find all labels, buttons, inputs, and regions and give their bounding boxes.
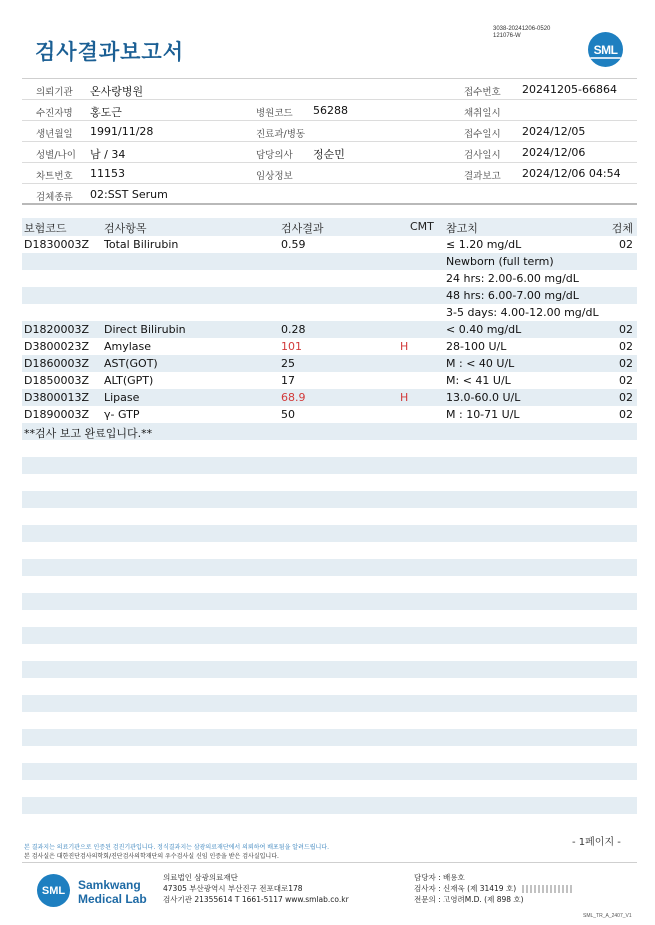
cell-code: D1890003Z [24, 408, 89, 421]
cell-specimen: 02 [619, 323, 633, 336]
cell-ref: 48 hrs: 6.00-7.00 mg/dL [446, 289, 579, 302]
cell-ref: M: < 41 U/L [446, 374, 511, 387]
info-label: 의뢰기관 [36, 87, 73, 98]
cell-code: D1820003Z [24, 323, 89, 336]
cell-ref: Newborn (full term) [446, 255, 554, 268]
completion-note: **검사 보고 완료입니다.** [24, 427, 153, 440]
table-row [22, 236, 637, 253]
cell-code: D1830003Z [24, 238, 89, 251]
info-label: 임상정보 [256, 171, 293, 182]
info-label: 생년월일 [36, 129, 73, 140]
brand-name [78, 878, 147, 906]
signature-icon [522, 885, 574, 893]
divider [22, 862, 637, 863]
info-row [22, 142, 637, 163]
document-code-line-1: 3038-20241206-0520 [493, 26, 551, 32]
patient-info [22, 78, 637, 205]
cell-item: Total Bilirubin [104, 238, 179, 251]
cell-item: Direct Bilirubin [104, 323, 186, 336]
staff-info [414, 872, 574, 905]
table-row [22, 338, 637, 355]
cell-item: γ- GTP [104, 408, 140, 421]
empty-row [22, 525, 637, 542]
col-header-result: 검사결과 [281, 222, 324, 235]
info-value: 02:SST Serum [90, 188, 168, 201]
info-value: 11153 [90, 167, 125, 180]
info-label: 진료과/병동 [256, 129, 306, 140]
info-value: 남 / 34 [90, 148, 126, 161]
empty-row [22, 797, 637, 814]
empty-row [22, 729, 637, 746]
col-header-code: 보험코드 [24, 222, 67, 235]
info-label: 담당의사 [256, 150, 293, 161]
empty-row [22, 627, 637, 644]
info-label: 접수일시 [464, 129, 501, 140]
table-row [22, 321, 637, 338]
cell-item: ALT(GPT) [104, 374, 154, 387]
empty-row [22, 491, 637, 508]
table-row [22, 287, 637, 304]
brand-line: Medical Lab [78, 892, 147, 906]
cell-ref: 28-100 U/L [446, 340, 507, 353]
notice-line: 본 검사실은 대한진단검사의학회/진단검사의학재단의 우수검사실 신임 인증을 받은 검사실입니다. [24, 853, 279, 860]
info-row [22, 100, 637, 121]
staff-line: 전문의 : 고영려M.D. (제 898 호) [414, 895, 524, 904]
cell-specimen: 02 [619, 340, 633, 353]
cell-specimen: 02 [619, 357, 633, 370]
info-label: 병원코드 [256, 108, 293, 119]
info-row [22, 79, 637, 100]
table-row [22, 389, 637, 406]
info-value: 홍도근 [90, 106, 122, 119]
info-label: 접수번호 [464, 87, 501, 98]
cell-code: D1860003Z [24, 357, 89, 370]
cell-code: D3800013Z [24, 391, 89, 404]
lab-address [163, 872, 349, 905]
cell-result: 17 [281, 374, 295, 387]
cell-specimen: 02 [619, 374, 633, 387]
info-value: 1991/11/28 [90, 125, 154, 138]
info-label: 검사일시 [464, 150, 501, 161]
info-row [22, 121, 637, 142]
info-row [22, 184, 637, 205]
empty-row [22, 457, 637, 474]
info-value: 2024/12/05 [522, 125, 586, 138]
empty-row [22, 695, 637, 712]
cell-ref: M : 10-71 U/L [446, 408, 520, 421]
col-header-item: 검사항목 [104, 222, 147, 235]
empty-row [22, 661, 637, 678]
info-label: 차트번호 [36, 171, 73, 182]
cell-result: 50 [281, 408, 295, 421]
form-code: SML_TR_A_2407_V1 [583, 913, 632, 919]
info-value: 56288 [313, 104, 348, 117]
cell-ref: 24 hrs: 2.00-6.00 mg/dL [446, 272, 579, 285]
brand-line: Samkwang [78, 878, 141, 892]
sml-logo-icon: SML [588, 32, 623, 67]
notice-line: 본 결과지는 의료기관으로 인증된 검진기관입니다. 정식결과지는 삼광의료재단에서 의뢰하여 배포됨을 알려드립니다. [24, 844, 329, 851]
cell-item: AST(GOT) [104, 357, 158, 370]
address-line: 의료법인 삼광의료재단 [163, 873, 238, 882]
cell-result: 0.28 [281, 323, 306, 336]
table-row [22, 270, 637, 287]
address-line: 검사기관 21355614 T 1661-5117 www.smlab.co.kr [163, 895, 349, 904]
info-label: 검체종류 [36, 192, 73, 203]
table-row [22, 423, 637, 440]
sml-brand-icon: SML [37, 874, 70, 907]
empty-row [22, 593, 637, 610]
col-header-ref: 참고치 [446, 222, 478, 235]
cell-ref: M : < 40 U/L [446, 357, 515, 370]
info-label: 채취일시 [464, 108, 501, 119]
table-row [22, 355, 637, 372]
cell-specimen: 02 [619, 238, 633, 251]
cell-result: 68.9 [281, 391, 306, 404]
address-line: 47305 부산광역시 부산진구 전포대로178 [163, 884, 303, 893]
col-header-cmt: CMT [410, 220, 434, 233]
cell-result: 25 [281, 357, 295, 370]
cell-code: D3800023Z [24, 340, 89, 353]
document-code-line-2: 121076-W [493, 33, 521, 39]
cell-result: 101 [281, 340, 302, 353]
col-header-specimen: 검체 [611, 222, 633, 235]
cell-ref: 3-5 days: 4.00-12.00 mg/dL [446, 306, 599, 319]
table-row [22, 253, 637, 270]
cell-ref: < 0.40 mg/dL [446, 323, 522, 336]
info-value: 2024/12/06 04:54 [522, 167, 621, 180]
info-row [22, 163, 637, 184]
table-row [22, 406, 637, 423]
page-number: - 1페이지 - [572, 837, 621, 848]
cell-specimen: 02 [619, 408, 633, 421]
cell-flag: H [400, 391, 409, 404]
table-header [22, 218, 637, 236]
table-row [22, 304, 637, 321]
staff-line: 검사자 : 신재욱 (제 31419 호) [414, 884, 517, 893]
cell-ref: 13.0-60.0 U/L [446, 391, 521, 404]
cell-item: Amylase [104, 340, 152, 353]
empty-row [22, 559, 637, 576]
cell-flag: H [400, 340, 409, 353]
info-value: 20241205-66864 [522, 83, 617, 96]
info-label: 결과보고 [464, 171, 501, 182]
page-title: 검사결과보고서 [35, 40, 185, 64]
empty-row [22, 763, 637, 780]
results-table [22, 218, 637, 440]
divider [22, 203, 637, 205]
info-label: 수진자명 [36, 108, 73, 119]
table-row [22, 372, 637, 389]
cell-result: 0.59 [281, 238, 306, 251]
info-label: 성별/나이 [36, 150, 76, 161]
info-value: 정순민 [313, 148, 345, 161]
staff-line: 담당자 : 배용호 [414, 873, 465, 882]
cell-ref: ≤ 1.20 mg/dL [446, 238, 522, 251]
cell-item: Lipase [104, 391, 140, 404]
cell-code: D1850003Z [24, 374, 89, 387]
cell-specimen: 02 [619, 391, 633, 404]
info-value: 온사랑병원 [90, 85, 144, 98]
info-value: 2024/12/06 [522, 146, 586, 159]
document-code [493, 26, 550, 40]
